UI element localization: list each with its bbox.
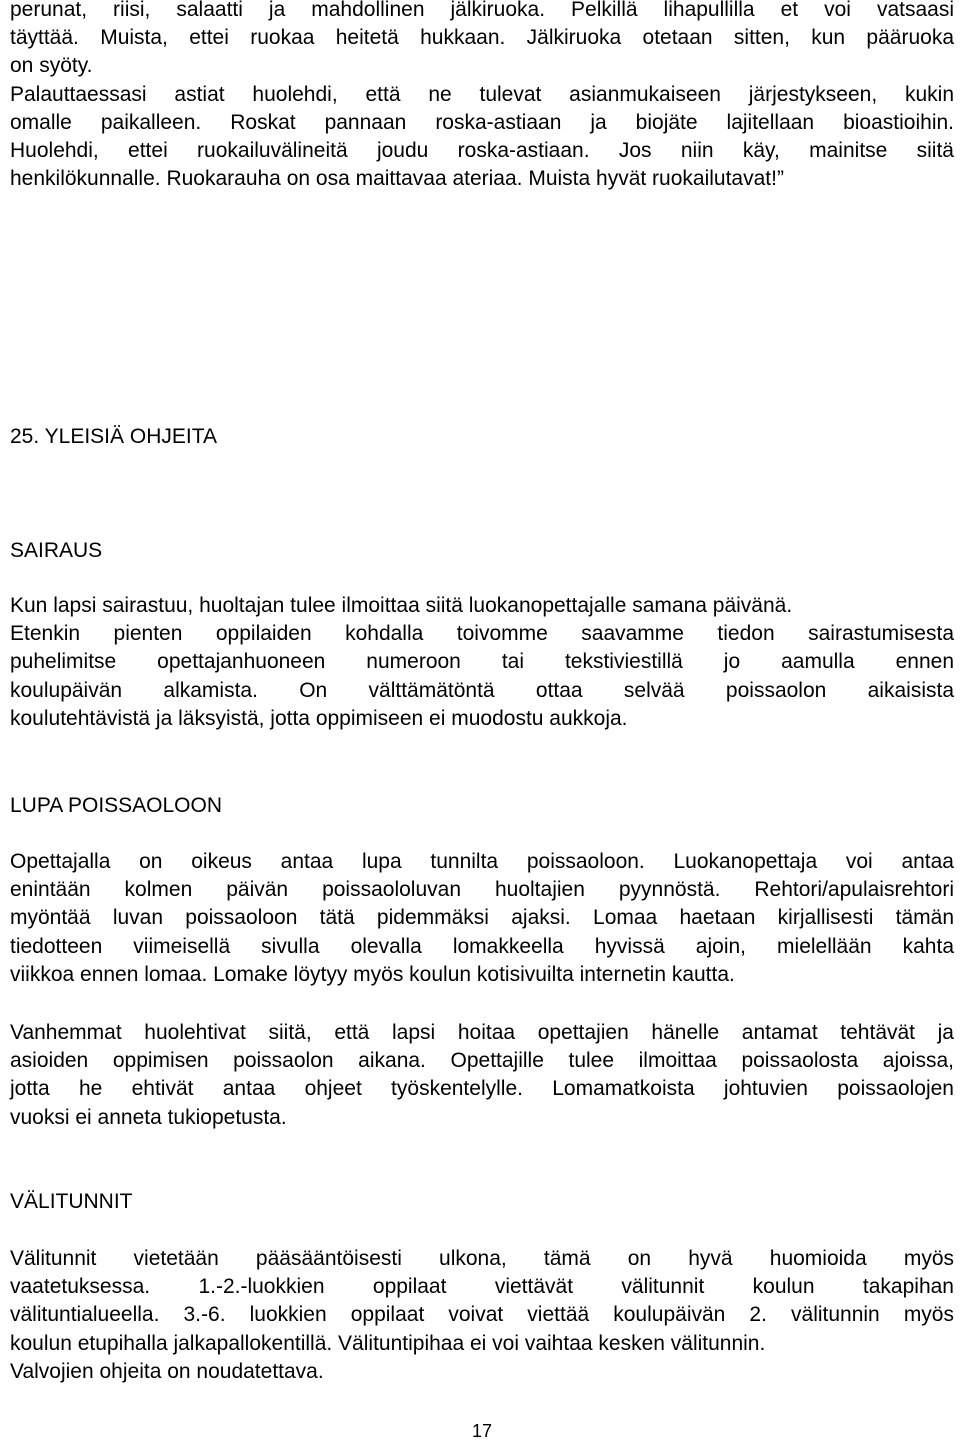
text-line: vaatetuksessa. 1.-2.-luokkien oppilaat viettävät välitunnit koulun takapihan xyxy=(10,1275,954,1299)
text-line: Välitunnit vietetään pääsääntöisesti ulkona, tämä on hyvä huomioida myös xyxy=(10,1247,954,1270)
document-page xyxy=(10,0,954,1444)
text-line: on syöty. xyxy=(10,54,93,78)
text-line: välituntialueella. 3.-6. luokkien oppilaat voivat viettää koulupäivän 2. välitunnin myös xyxy=(10,1303,954,1327)
sairaus-paragraph xyxy=(10,592,954,733)
text-line: myöntää luvan poissaoloon tätä pidemmäksi ajaksi. Lomaa haetaan kirjallisesti tämän xyxy=(10,906,954,930)
lupa-heading: LUPA POISSAOLOON xyxy=(10,794,223,817)
text-line: Vanhemmat huolehtivat siitä, että lapsi hoitaa opettajien hänelle antamat tehtävät ja xyxy=(10,1021,954,1044)
text-line: koulupäivän alkamista. On välttämätöntä ottaa selvää poissaolon aikaisista xyxy=(10,678,954,702)
intro-paragraph xyxy=(10,0,954,193)
text-line: asioiden oppimisen poissaolon aikana. Opettajille tulee ilmoittaa poissaolosta ajoissa, xyxy=(10,1049,954,1073)
text-line: Etenkin pienten oppilaiden kohdalla toivomme saavamme tiedon sairastumisesta xyxy=(10,622,954,646)
text-line: omalle paikalleen. Roskat pannaan roska-astiaan ja biojäte lajitellaan bioastioihin. xyxy=(10,110,954,134)
text-line: koulun etupihalla jalkapallokentillä. Välituntipihaa ei voi vaihtaa kesken välitunnin. xyxy=(10,1331,766,1355)
valitunnit-paragraph xyxy=(10,1245,954,1386)
text-line: täyttää. Muista, ettei ruokaa heitetä hukkaan. Jälkiruoka otetaan sitten, kun pääruoka xyxy=(10,26,954,50)
text-line: enintään kolmen päivän poissaololuvan huoltajien pyynnöstä. Rehtori/apulaisrehtori xyxy=(10,878,954,902)
text-line: Huolehdi, ettei ruokailuvälineitä joudu roska-astiaan. Jos niin käy, mainitse siitä xyxy=(10,139,954,163)
text-line: Valvojien ohjeita on noudatettava. xyxy=(10,1359,324,1383)
sairaus-heading: SAIRAUS xyxy=(10,539,103,562)
text-line: Opettajalla on oikeus antaa lupa tunnilta poissaoloon. Luokanopettaja voi antaa xyxy=(10,850,954,873)
page-number: 17 xyxy=(471,1421,493,1441)
text-line: puhelimitse opettajanhuoneen numeroon tai tekstiviestillä jo aamulla ennen xyxy=(10,650,954,674)
text-line: tiedotteen viimeisellä sivulla olevalla lomakkeella hyvissä ajoin, mielellään kahta xyxy=(10,934,954,958)
text-line: viikkoa ennen lomaa. Lomake löytyy myös koulun kotisivuilta internetin kautta. xyxy=(10,962,735,986)
valitunnit-heading: VÄLITUNNIT xyxy=(10,1190,133,1213)
text-line: vuoksi ei anneta tukiopetusta. xyxy=(10,1105,287,1129)
text-line: jotta he ehtivät antaa ohjeet työskentelylle. Lomamatkoista johtuvien poissaolojen xyxy=(10,1077,954,1101)
text-line: henkilökunnalle. Ruokarauha on osa maittavaa ateriaa. Muista hyvät ruokailutavat!” xyxy=(10,167,784,191)
lupa-paragraph-2 xyxy=(10,1019,954,1132)
section-title: 25. YLEISIÄ OHJEITA xyxy=(10,425,217,448)
text-line: perunat, riisi, salaatti ja mahdollinen jälkiruoka. Pelkillä lihapullilla et voi vatsaasi xyxy=(10,0,954,21)
text-line: Kun lapsi sairastuu, huoltajan tulee ilmoittaa siitä luokanopettajalle samana päivänä. xyxy=(10,594,793,617)
text-line: Palauttaessasi astiat huolehdi, että ne tulevat asianmukaiseen järjestykseen, kukin xyxy=(10,82,954,106)
lupa-paragraph-1 xyxy=(10,848,954,989)
text-line: koulutehtävistä ja läksyistä, jotta oppimiseen ei muodostu aukkoja. xyxy=(10,706,628,730)
